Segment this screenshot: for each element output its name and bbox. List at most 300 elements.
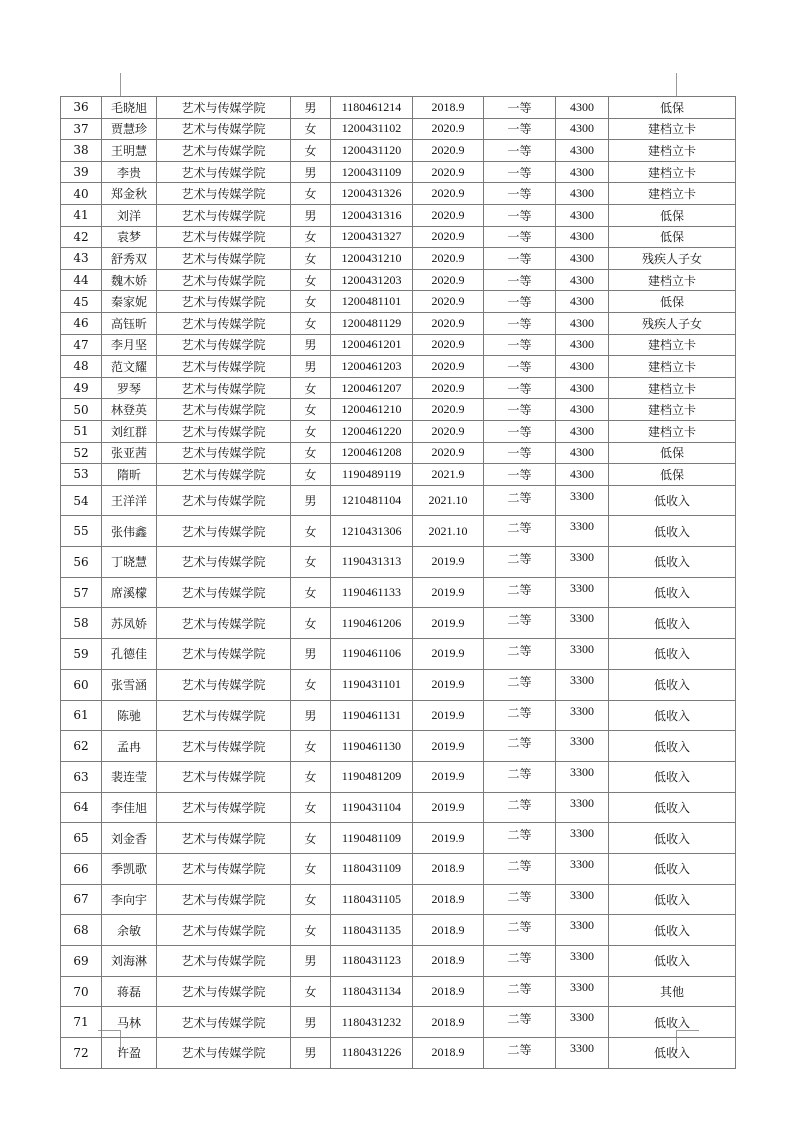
student-id: 1180431135 xyxy=(331,915,413,946)
student-id: 1190431104 xyxy=(331,792,413,823)
table-row xyxy=(61,420,736,442)
row-number: 67 xyxy=(61,884,102,915)
grade-level: 一等 xyxy=(484,312,556,334)
amount: 3300 xyxy=(556,516,609,547)
grade-level: 一等 xyxy=(484,420,556,442)
amount: 3300 xyxy=(556,915,609,946)
enrollment-date: 2020.9 xyxy=(413,442,484,464)
college-name: 艺术与传媒学院 xyxy=(157,853,291,884)
grade-level: 一等 xyxy=(484,291,556,313)
enrollment-date: 2019.9 xyxy=(413,547,484,578)
student-name: 裴连莹 xyxy=(102,761,157,792)
gender: 女 xyxy=(291,226,331,248)
row-number: 70 xyxy=(61,976,102,1007)
college-name: 艺术与传媒学院 xyxy=(157,377,291,399)
grade-level: 一等 xyxy=(484,140,556,162)
category: 低收入 xyxy=(609,884,736,915)
gender: 女 xyxy=(291,976,331,1007)
grade-level: 一等 xyxy=(484,464,556,486)
grade-level: 一等 xyxy=(484,269,556,291)
student-id: 1200461203 xyxy=(331,356,413,378)
grade-level: 一等 xyxy=(484,377,556,399)
gender: 女 xyxy=(291,547,331,578)
enrollment-date: 2019.9 xyxy=(413,577,484,608)
college-name: 艺术与传媒学院 xyxy=(157,118,291,140)
student-name: 郑金秋 xyxy=(102,183,157,205)
college-name: 艺术与传媒学院 xyxy=(157,700,291,731)
table-row xyxy=(61,976,736,1007)
crop-mark xyxy=(120,73,121,96)
table-row xyxy=(61,334,736,356)
college-name: 艺术与传媒学院 xyxy=(157,608,291,639)
college-name: 艺术与传媒学院 xyxy=(157,161,291,183)
category: 低收入 xyxy=(609,547,736,578)
table-row xyxy=(61,884,736,915)
table-row xyxy=(61,608,736,639)
table-row xyxy=(61,226,736,248)
student-id: 1200431120 xyxy=(331,140,413,162)
student-id: 1190461106 xyxy=(331,639,413,670)
student-id: 1190461130 xyxy=(331,731,413,762)
grade-level: 一等 xyxy=(484,161,556,183)
row-number: 68 xyxy=(61,915,102,946)
gender: 男 xyxy=(291,485,331,516)
category: 低收入 xyxy=(609,731,736,762)
student-name: 张伟鑫 xyxy=(102,516,157,547)
enrollment-date: 2018.9 xyxy=(413,884,484,915)
table-row xyxy=(61,547,736,578)
student-name: 舒秀双 xyxy=(102,248,157,270)
category: 低收入 xyxy=(609,853,736,884)
table-row xyxy=(61,792,736,823)
student-id: 1180431134 xyxy=(331,976,413,1007)
enrollment-date: 2020.9 xyxy=(413,183,484,205)
grade-level: 一等 xyxy=(484,334,556,356)
category: 残疾人子女 xyxy=(609,248,736,270)
table-body xyxy=(61,97,736,1069)
grade-level: 二等 xyxy=(484,547,556,578)
enrollment-date: 2021.9 xyxy=(413,464,484,486)
enrollment-date: 2021.10 xyxy=(413,516,484,547)
row-number: 42 xyxy=(61,226,102,248)
gender: 女 xyxy=(291,731,331,762)
amount: 3300 xyxy=(556,884,609,915)
category: 低收入 xyxy=(609,946,736,977)
college-name: 艺术与传媒学院 xyxy=(157,420,291,442)
college-name: 艺术与传媒学院 xyxy=(157,946,291,977)
student-id: 1200461210 xyxy=(331,399,413,421)
student-id: 1200461220 xyxy=(331,420,413,442)
student-name: 李佳旭 xyxy=(102,792,157,823)
student-name: 袁梦 xyxy=(102,226,157,248)
student-id: 1180431123 xyxy=(331,946,413,977)
student-name: 毛晓旭 xyxy=(102,97,157,119)
student-id: 1190461131 xyxy=(331,700,413,731)
row-number: 54 xyxy=(61,485,102,516)
table-row xyxy=(61,669,736,700)
category: 低保 xyxy=(609,204,736,226)
grade-level: 二等 xyxy=(484,608,556,639)
row-number: 71 xyxy=(61,1007,102,1038)
row-number: 41 xyxy=(61,204,102,226)
enrollment-date: 2019.9 xyxy=(413,700,484,731)
grade-level: 二等 xyxy=(484,761,556,792)
amount: 3300 xyxy=(556,792,609,823)
amount: 4300 xyxy=(556,226,609,248)
enrollment-date: 2019.9 xyxy=(413,669,484,700)
grade-level: 二等 xyxy=(484,669,556,700)
grade-level: 一等 xyxy=(484,399,556,421)
category: 建档立卡 xyxy=(609,269,736,291)
row-number: 37 xyxy=(61,118,102,140)
student-name: 罗琴 xyxy=(102,377,157,399)
row-number: 60 xyxy=(61,669,102,700)
category: 建档立卡 xyxy=(609,334,736,356)
college-name: 艺术与传媒学院 xyxy=(157,312,291,334)
grade-level: 一等 xyxy=(484,226,556,248)
student-name: 孔德佳 xyxy=(102,639,157,670)
row-number: 39 xyxy=(61,161,102,183)
college-name: 艺术与传媒学院 xyxy=(157,97,291,119)
enrollment-date: 2019.9 xyxy=(413,639,484,670)
category: 建档立卡 xyxy=(609,377,736,399)
amount: 4300 xyxy=(556,161,609,183)
college-name: 艺术与传媒学院 xyxy=(157,356,291,378)
gender: 女 xyxy=(291,442,331,464)
gender: 女 xyxy=(291,577,331,608)
category: 低收入 xyxy=(609,669,736,700)
student-id: 1180431105 xyxy=(331,884,413,915)
college-name: 艺术与传媒学院 xyxy=(157,485,291,516)
gender: 男 xyxy=(291,700,331,731)
grade-level: 二等 xyxy=(484,700,556,731)
enrollment-date: 2020.9 xyxy=(413,377,484,399)
category: 低收入 xyxy=(609,516,736,547)
gender: 女 xyxy=(291,823,331,854)
student-name: 李向宇 xyxy=(102,884,157,915)
college-name: 艺术与传媒学院 xyxy=(157,1038,291,1069)
student-name: 张亚茜 xyxy=(102,442,157,464)
category: 低保 xyxy=(609,97,736,119)
amount: 4300 xyxy=(556,312,609,334)
amount: 3300 xyxy=(556,669,609,700)
category: 低保 xyxy=(609,226,736,248)
amount: 3300 xyxy=(556,976,609,1007)
row-number: 44 xyxy=(61,269,102,291)
enrollment-date: 2018.9 xyxy=(413,915,484,946)
category: 建档立卡 xyxy=(609,140,736,162)
category: 低收入 xyxy=(609,577,736,608)
grade-level: 二等 xyxy=(484,577,556,608)
amount: 4300 xyxy=(556,420,609,442)
amount: 4300 xyxy=(556,183,609,205)
student-name: 李贵 xyxy=(102,161,157,183)
enrollment-date: 2018.9 xyxy=(413,976,484,1007)
row-number: 50 xyxy=(61,399,102,421)
table-row xyxy=(61,161,736,183)
gender: 男 xyxy=(291,161,331,183)
table-row xyxy=(61,204,736,226)
amount: 3300 xyxy=(556,761,609,792)
student-id: 1190481109 xyxy=(331,823,413,854)
gender: 女 xyxy=(291,464,331,486)
table-row xyxy=(61,140,736,162)
category: 低收入 xyxy=(609,700,736,731)
category: 其他 xyxy=(609,976,736,1007)
student-id: 1190461133 xyxy=(331,577,413,608)
category: 低收入 xyxy=(609,792,736,823)
student-name: 王洋洋 xyxy=(102,485,157,516)
table-row xyxy=(61,269,736,291)
category: 建档立卡 xyxy=(609,356,736,378)
student-id: 1200431327 xyxy=(331,226,413,248)
enrollment-date: 2018.9 xyxy=(413,946,484,977)
amount: 3300 xyxy=(556,823,609,854)
student-name: 刘金香 xyxy=(102,823,157,854)
college-name: 艺术与传媒学院 xyxy=(157,823,291,854)
row-number: 43 xyxy=(61,248,102,270)
college-name: 艺术与传媒学院 xyxy=(157,399,291,421)
row-number: 38 xyxy=(61,140,102,162)
scholarship-table xyxy=(60,96,736,1069)
enrollment-date: 2019.9 xyxy=(413,608,484,639)
table-row xyxy=(61,761,736,792)
student-name: 林登英 xyxy=(102,399,157,421)
grade-level: 一等 xyxy=(484,248,556,270)
student-id: 1200461201 xyxy=(331,334,413,356)
gender: 女 xyxy=(291,915,331,946)
student-name: 贾慧珍 xyxy=(102,118,157,140)
student-id: 1180431232 xyxy=(331,1007,413,1038)
category: 残疾人子女 xyxy=(609,312,736,334)
enrollment-date: 2020.9 xyxy=(413,420,484,442)
enrollment-date: 2020.9 xyxy=(413,248,484,270)
student-id: 1200431102 xyxy=(331,118,413,140)
row-number: 53 xyxy=(61,464,102,486)
grade-level: 二等 xyxy=(484,976,556,1007)
gender: 男 xyxy=(291,1038,331,1069)
row-number: 47 xyxy=(61,334,102,356)
enrollment-date: 2020.9 xyxy=(413,269,484,291)
college-name: 艺术与传媒学院 xyxy=(157,248,291,270)
student-name: 蒋磊 xyxy=(102,976,157,1007)
student-id: 1210431306 xyxy=(331,516,413,547)
gender: 女 xyxy=(291,516,331,547)
gender: 男 xyxy=(291,639,331,670)
table-row xyxy=(61,577,736,608)
college-name: 艺术与传媒学院 xyxy=(157,204,291,226)
row-number: 65 xyxy=(61,823,102,854)
row-number: 48 xyxy=(61,356,102,378)
grade-level: 一等 xyxy=(484,183,556,205)
grade-level: 一等 xyxy=(484,442,556,464)
table-row xyxy=(61,442,736,464)
row-number: 72 xyxy=(61,1038,102,1069)
gender: 女 xyxy=(291,248,331,270)
gender: 男 xyxy=(291,356,331,378)
amount: 4300 xyxy=(556,464,609,486)
enrollment-date: 2019.9 xyxy=(413,823,484,854)
row-number: 55 xyxy=(61,516,102,547)
grade-level: 一等 xyxy=(484,204,556,226)
college-name: 艺术与传媒学院 xyxy=(157,1007,291,1038)
student-id: 1210481104 xyxy=(331,485,413,516)
grade-level: 二等 xyxy=(484,639,556,670)
student-name: 许盈 xyxy=(102,1038,157,1069)
amount: 3300 xyxy=(556,639,609,670)
amount: 3300 xyxy=(556,608,609,639)
student-id: 1190481209 xyxy=(331,761,413,792)
enrollment-date: 2019.9 xyxy=(413,731,484,762)
student-id: 1190461206 xyxy=(331,608,413,639)
amount: 4300 xyxy=(556,334,609,356)
amount: 3300 xyxy=(556,853,609,884)
grade-level: 二等 xyxy=(484,946,556,977)
amount: 4300 xyxy=(556,248,609,270)
row-number: 69 xyxy=(61,946,102,977)
gender: 女 xyxy=(291,420,331,442)
college-name: 艺术与传媒学院 xyxy=(157,731,291,762)
category: 低收入 xyxy=(609,608,736,639)
table-row xyxy=(61,915,736,946)
college-name: 艺术与传媒学院 xyxy=(157,547,291,578)
table-row xyxy=(61,516,736,547)
gender: 女 xyxy=(291,377,331,399)
college-name: 艺术与传媒学院 xyxy=(157,140,291,162)
table-row xyxy=(61,485,736,516)
college-name: 艺术与传媒学院 xyxy=(157,915,291,946)
student-id: 1180461214 xyxy=(331,97,413,119)
enrollment-date: 2018.9 xyxy=(413,97,484,119)
enrollment-date: 2020.9 xyxy=(413,226,484,248)
row-number: 59 xyxy=(61,639,102,670)
college-name: 艺术与传媒学院 xyxy=(157,639,291,670)
category: 低保 xyxy=(609,464,736,486)
student-name: 王明慧 xyxy=(102,140,157,162)
college-name: 艺术与传媒学院 xyxy=(157,669,291,700)
enrollment-date: 2020.9 xyxy=(413,312,484,334)
enrollment-date: 2019.9 xyxy=(413,792,484,823)
row-number: 64 xyxy=(61,792,102,823)
grade-level: 二等 xyxy=(484,485,556,516)
grade-level: 一等 xyxy=(484,356,556,378)
college-name: 艺术与传媒学院 xyxy=(157,976,291,1007)
category: 低收入 xyxy=(609,761,736,792)
gender: 女 xyxy=(291,853,331,884)
gender: 男 xyxy=(291,97,331,119)
student-id: 1200481129 xyxy=(331,312,413,334)
gender: 女 xyxy=(291,118,331,140)
row-number: 46 xyxy=(61,312,102,334)
student-id: 1200431203 xyxy=(331,269,413,291)
student-name: 刘海淋 xyxy=(102,946,157,977)
student-name: 张雪涵 xyxy=(102,669,157,700)
table-row xyxy=(61,823,736,854)
table-row xyxy=(61,399,736,421)
category: 低收入 xyxy=(609,823,736,854)
table-row xyxy=(61,1038,736,1069)
crop-mark xyxy=(676,73,677,96)
enrollment-date: 2020.9 xyxy=(413,334,484,356)
row-number: 63 xyxy=(61,761,102,792)
enrollment-date: 2020.9 xyxy=(413,118,484,140)
grade-level: 一等 xyxy=(484,118,556,140)
student-name: 席溪檬 xyxy=(102,577,157,608)
amount: 4300 xyxy=(556,442,609,464)
amount: 3300 xyxy=(556,1007,609,1038)
college-name: 艺术与传媒学院 xyxy=(157,183,291,205)
row-number: 36 xyxy=(61,97,102,119)
category: 建档立卡 xyxy=(609,420,736,442)
college-name: 艺术与传媒学院 xyxy=(157,884,291,915)
table-row xyxy=(61,464,736,486)
college-name: 艺术与传媒学院 xyxy=(157,226,291,248)
student-name: 高钰昕 xyxy=(102,312,157,334)
gender: 女 xyxy=(291,183,331,205)
grade-level: 二等 xyxy=(484,853,556,884)
college-name: 艺术与传媒学院 xyxy=(157,761,291,792)
student-id: 1200461208 xyxy=(331,442,413,464)
row-number: 61 xyxy=(61,700,102,731)
table-row xyxy=(61,1007,736,1038)
table-row xyxy=(61,639,736,670)
college-name: 艺术与传媒学院 xyxy=(157,464,291,486)
category: 低收入 xyxy=(609,1038,736,1069)
category: 建档立卡 xyxy=(609,183,736,205)
student-name: 苏凤娇 xyxy=(102,608,157,639)
row-number: 58 xyxy=(61,608,102,639)
amount: 4300 xyxy=(556,291,609,313)
table-row xyxy=(61,377,736,399)
table-row xyxy=(61,700,736,731)
row-number: 57 xyxy=(61,577,102,608)
enrollment-date: 2020.9 xyxy=(413,161,484,183)
row-number: 45 xyxy=(61,291,102,313)
grade-level: 二等 xyxy=(484,1007,556,1038)
student-name: 秦家妮 xyxy=(102,291,157,313)
student-id: 1180431226 xyxy=(331,1038,413,1069)
gender: 女 xyxy=(291,140,331,162)
enrollment-date: 2020.9 xyxy=(413,140,484,162)
amount: 4300 xyxy=(556,377,609,399)
row-number: 40 xyxy=(61,183,102,205)
gender: 女 xyxy=(291,269,331,291)
category: 低收入 xyxy=(609,915,736,946)
student-name: 刘红群 xyxy=(102,420,157,442)
gender: 女 xyxy=(291,669,331,700)
enrollment-date: 2019.9 xyxy=(413,761,484,792)
gender: 女 xyxy=(291,608,331,639)
category: 低收入 xyxy=(609,485,736,516)
enrollment-date: 2018.9 xyxy=(413,1038,484,1069)
gender: 女 xyxy=(291,761,331,792)
college-name: 艺术与传媒学院 xyxy=(157,442,291,464)
student-name: 丁晓慧 xyxy=(102,547,157,578)
student-id: 1200431109 xyxy=(331,161,413,183)
amount: 3300 xyxy=(556,485,609,516)
grade-level: 二等 xyxy=(484,823,556,854)
category: 低保 xyxy=(609,291,736,313)
student-name: 李月坚 xyxy=(102,334,157,356)
student-name: 陈驰 xyxy=(102,700,157,731)
gender: 女 xyxy=(291,792,331,823)
category: 建档立卡 xyxy=(609,161,736,183)
enrollment-date: 2020.9 xyxy=(413,356,484,378)
amount: 3300 xyxy=(556,1038,609,1069)
category: 低收入 xyxy=(609,639,736,670)
grade-level: 二等 xyxy=(484,915,556,946)
student-name: 孟冉 xyxy=(102,731,157,762)
